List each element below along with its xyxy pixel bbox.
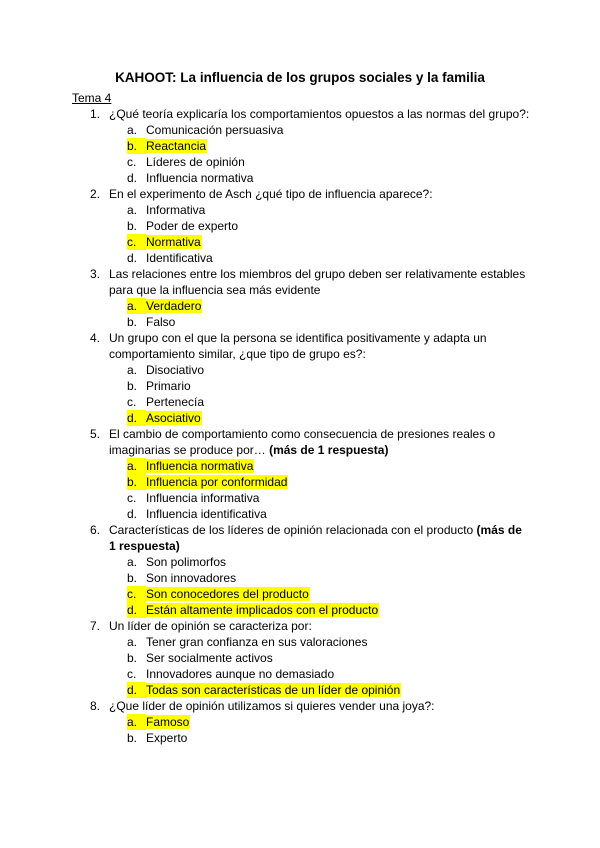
answer-option-highlighted	[127, 138, 530, 154]
question-list	[90, 106, 530, 746]
option-letter: a.	[127, 714, 146, 730]
answer-option	[127, 202, 530, 218]
option-text: Ser socialmente activos	[146, 651, 273, 665]
option-letter: a.	[127, 298, 146, 314]
option-text: Influencia por conformidad	[146, 475, 288, 489]
option-text: Reactancia	[146, 139, 207, 153]
question-number: 2.	[90, 187, 101, 201]
option-text: Influencia informativa	[146, 491, 260, 505]
answer-option-highlighted	[127, 682, 530, 698]
question-text: El cambio de comportamiento como consecuencia de presiones reales o imaginarias se produce por…	[109, 427, 496, 457]
option-text: Líderes de opinión	[146, 155, 245, 169]
option-letter: d.	[127, 171, 138, 185]
option-letter: b.	[127, 731, 138, 745]
option-list	[109, 554, 530, 618]
option-text: Experto	[146, 731, 188, 745]
option-text: Son conocedores del producto	[146, 587, 309, 601]
option-text: Primario	[146, 379, 191, 393]
option-list	[109, 714, 530, 746]
option-list	[109, 458, 530, 522]
answer-option	[127, 554, 530, 570]
option-list	[109, 202, 530, 266]
option-text: Identificativa	[146, 251, 213, 265]
answer-option	[127, 650, 530, 666]
option-letter: c.	[127, 395, 137, 409]
answer-option-highlighted	[127, 714, 530, 730]
question-number: 4.	[90, 331, 101, 345]
option-text: Están altamente implicados con el producto	[146, 603, 379, 617]
option-text: Poder de experto	[146, 219, 239, 233]
answer-option	[127, 730, 530, 746]
question-item	[90, 106, 530, 186]
question-text: Un líder de opinión se caracteriza por:	[109, 619, 312, 633]
option-text: Normativa	[146, 235, 201, 249]
document-title: KAHOOT: La influencia de los grupos sociales y la familia	[115, 70, 485, 85]
option-text: Influencia normativa	[146, 459, 254, 473]
answer-option-highlighted	[127, 602, 530, 618]
question-item	[90, 266, 530, 330]
option-letter: d.	[127, 507, 138, 521]
option-letter: d.	[127, 682, 146, 698]
answer-option	[127, 506, 530, 522]
answer-option	[127, 218, 530, 234]
question-item	[90, 330, 530, 426]
option-text: Disociativo	[146, 363, 205, 377]
option-letter: a.	[127, 363, 138, 377]
option-text: Asociativo	[146, 411, 201, 425]
option-list	[109, 122, 530, 186]
option-text: Son innovadores	[146, 571, 237, 585]
answer-option-highlighted	[127, 458, 530, 474]
answer-option-highlighted	[127, 474, 530, 490]
answer-option	[127, 170, 530, 186]
option-letter: a.	[127, 555, 138, 569]
question-note: (más de 1 respuesta)	[109, 523, 522, 553]
question-text: Un grupo con el que la persona se identifica positivamente y adapta un comportamiento similar, ¿que tipo de grupo es?:	[109, 331, 487, 361]
option-letter: b.	[127, 315, 138, 329]
question-text: ¿Que líder de opinión utilizamos si quieres vender una joya?:	[109, 699, 435, 713]
question-number: 7.	[90, 619, 101, 633]
option-text: Comunicación persuasiva	[146, 123, 284, 137]
option-letter: a.	[127, 203, 138, 217]
section-label: Tema 4	[72, 91, 112, 105]
option-letter: c.	[127, 586, 146, 602]
answer-option	[127, 634, 530, 650]
option-letter: d.	[127, 602, 146, 618]
option-text: Verdadero	[146, 299, 202, 313]
question-text: ¿Qué teoría explicaría los comportamientos opuestos a las normas del grupo?:	[109, 107, 530, 121]
option-letter: c.	[127, 667, 137, 681]
question-item	[90, 698, 530, 746]
answer-option	[127, 490, 530, 506]
answer-option	[127, 122, 530, 138]
question-number: 3.	[90, 267, 101, 281]
option-letter: a.	[127, 458, 146, 474]
question-item	[90, 618, 530, 698]
option-letter: b.	[127, 379, 138, 393]
option-letter: b.	[127, 651, 138, 665]
option-letter: b.	[127, 219, 138, 233]
answer-option	[127, 154, 530, 170]
question-note: (más de 1 respuesta)	[269, 443, 389, 457]
question-text: Las relaciones entre los miembros del grupo deben ser relativamente estables para que la influencia sea más evidente	[109, 267, 526, 297]
option-text: Son polimorfos	[146, 555, 227, 569]
answer-option	[127, 570, 530, 586]
option-text: Tener gran confianza en sus valoraciones	[146, 635, 368, 649]
option-text: Informativa	[146, 203, 206, 217]
option-text: Todas son características de un líder de opinión	[146, 683, 401, 697]
option-text: Pertenecía	[146, 395, 205, 409]
question-number: 5.	[90, 427, 101, 441]
answer-option-highlighted	[127, 298, 530, 314]
option-letter: b.	[127, 571, 138, 585]
question-number: 6.	[90, 523, 101, 537]
answer-option	[127, 314, 530, 330]
answer-option	[127, 394, 530, 410]
option-list	[109, 362, 530, 426]
option-letter: c.	[127, 234, 146, 250]
question-text: Características de los líderes de opinión relacionada con el producto	[109, 523, 477, 537]
option-list	[109, 298, 530, 330]
answer-option-highlighted	[127, 234, 530, 250]
option-letter: b.	[127, 138, 146, 154]
question-text: En el experimento de Asch ¿qué tipo de influencia aparece?:	[109, 187, 433, 201]
option-text: Innovadores aunque no demasiado	[146, 667, 335, 681]
question-number: 1.	[90, 107, 101, 121]
question-item	[90, 426, 530, 522]
option-letter: a.	[127, 123, 138, 137]
answer-option-highlighted	[127, 586, 530, 602]
option-text: Famoso	[146, 715, 190, 729]
option-letter: d.	[127, 251, 138, 265]
option-letter: c.	[127, 491, 137, 505]
option-text: Influencia normativa	[146, 171, 254, 185]
option-text: Falso	[146, 315, 176, 329]
answer-option	[127, 378, 530, 394]
option-letter: a.	[127, 635, 138, 649]
answer-option	[127, 250, 530, 266]
answer-option	[127, 362, 530, 378]
question-item	[90, 522, 530, 618]
option-text: Influencia identificativa	[146, 507, 267, 521]
question-item	[90, 186, 530, 266]
answer-option	[127, 666, 530, 682]
option-letter: d.	[127, 410, 146, 426]
option-letter: b.	[127, 474, 146, 490]
question-number: 8.	[90, 699, 101, 713]
option-list	[109, 634, 530, 698]
answer-option-highlighted	[127, 410, 530, 426]
option-letter: c.	[127, 155, 137, 169]
